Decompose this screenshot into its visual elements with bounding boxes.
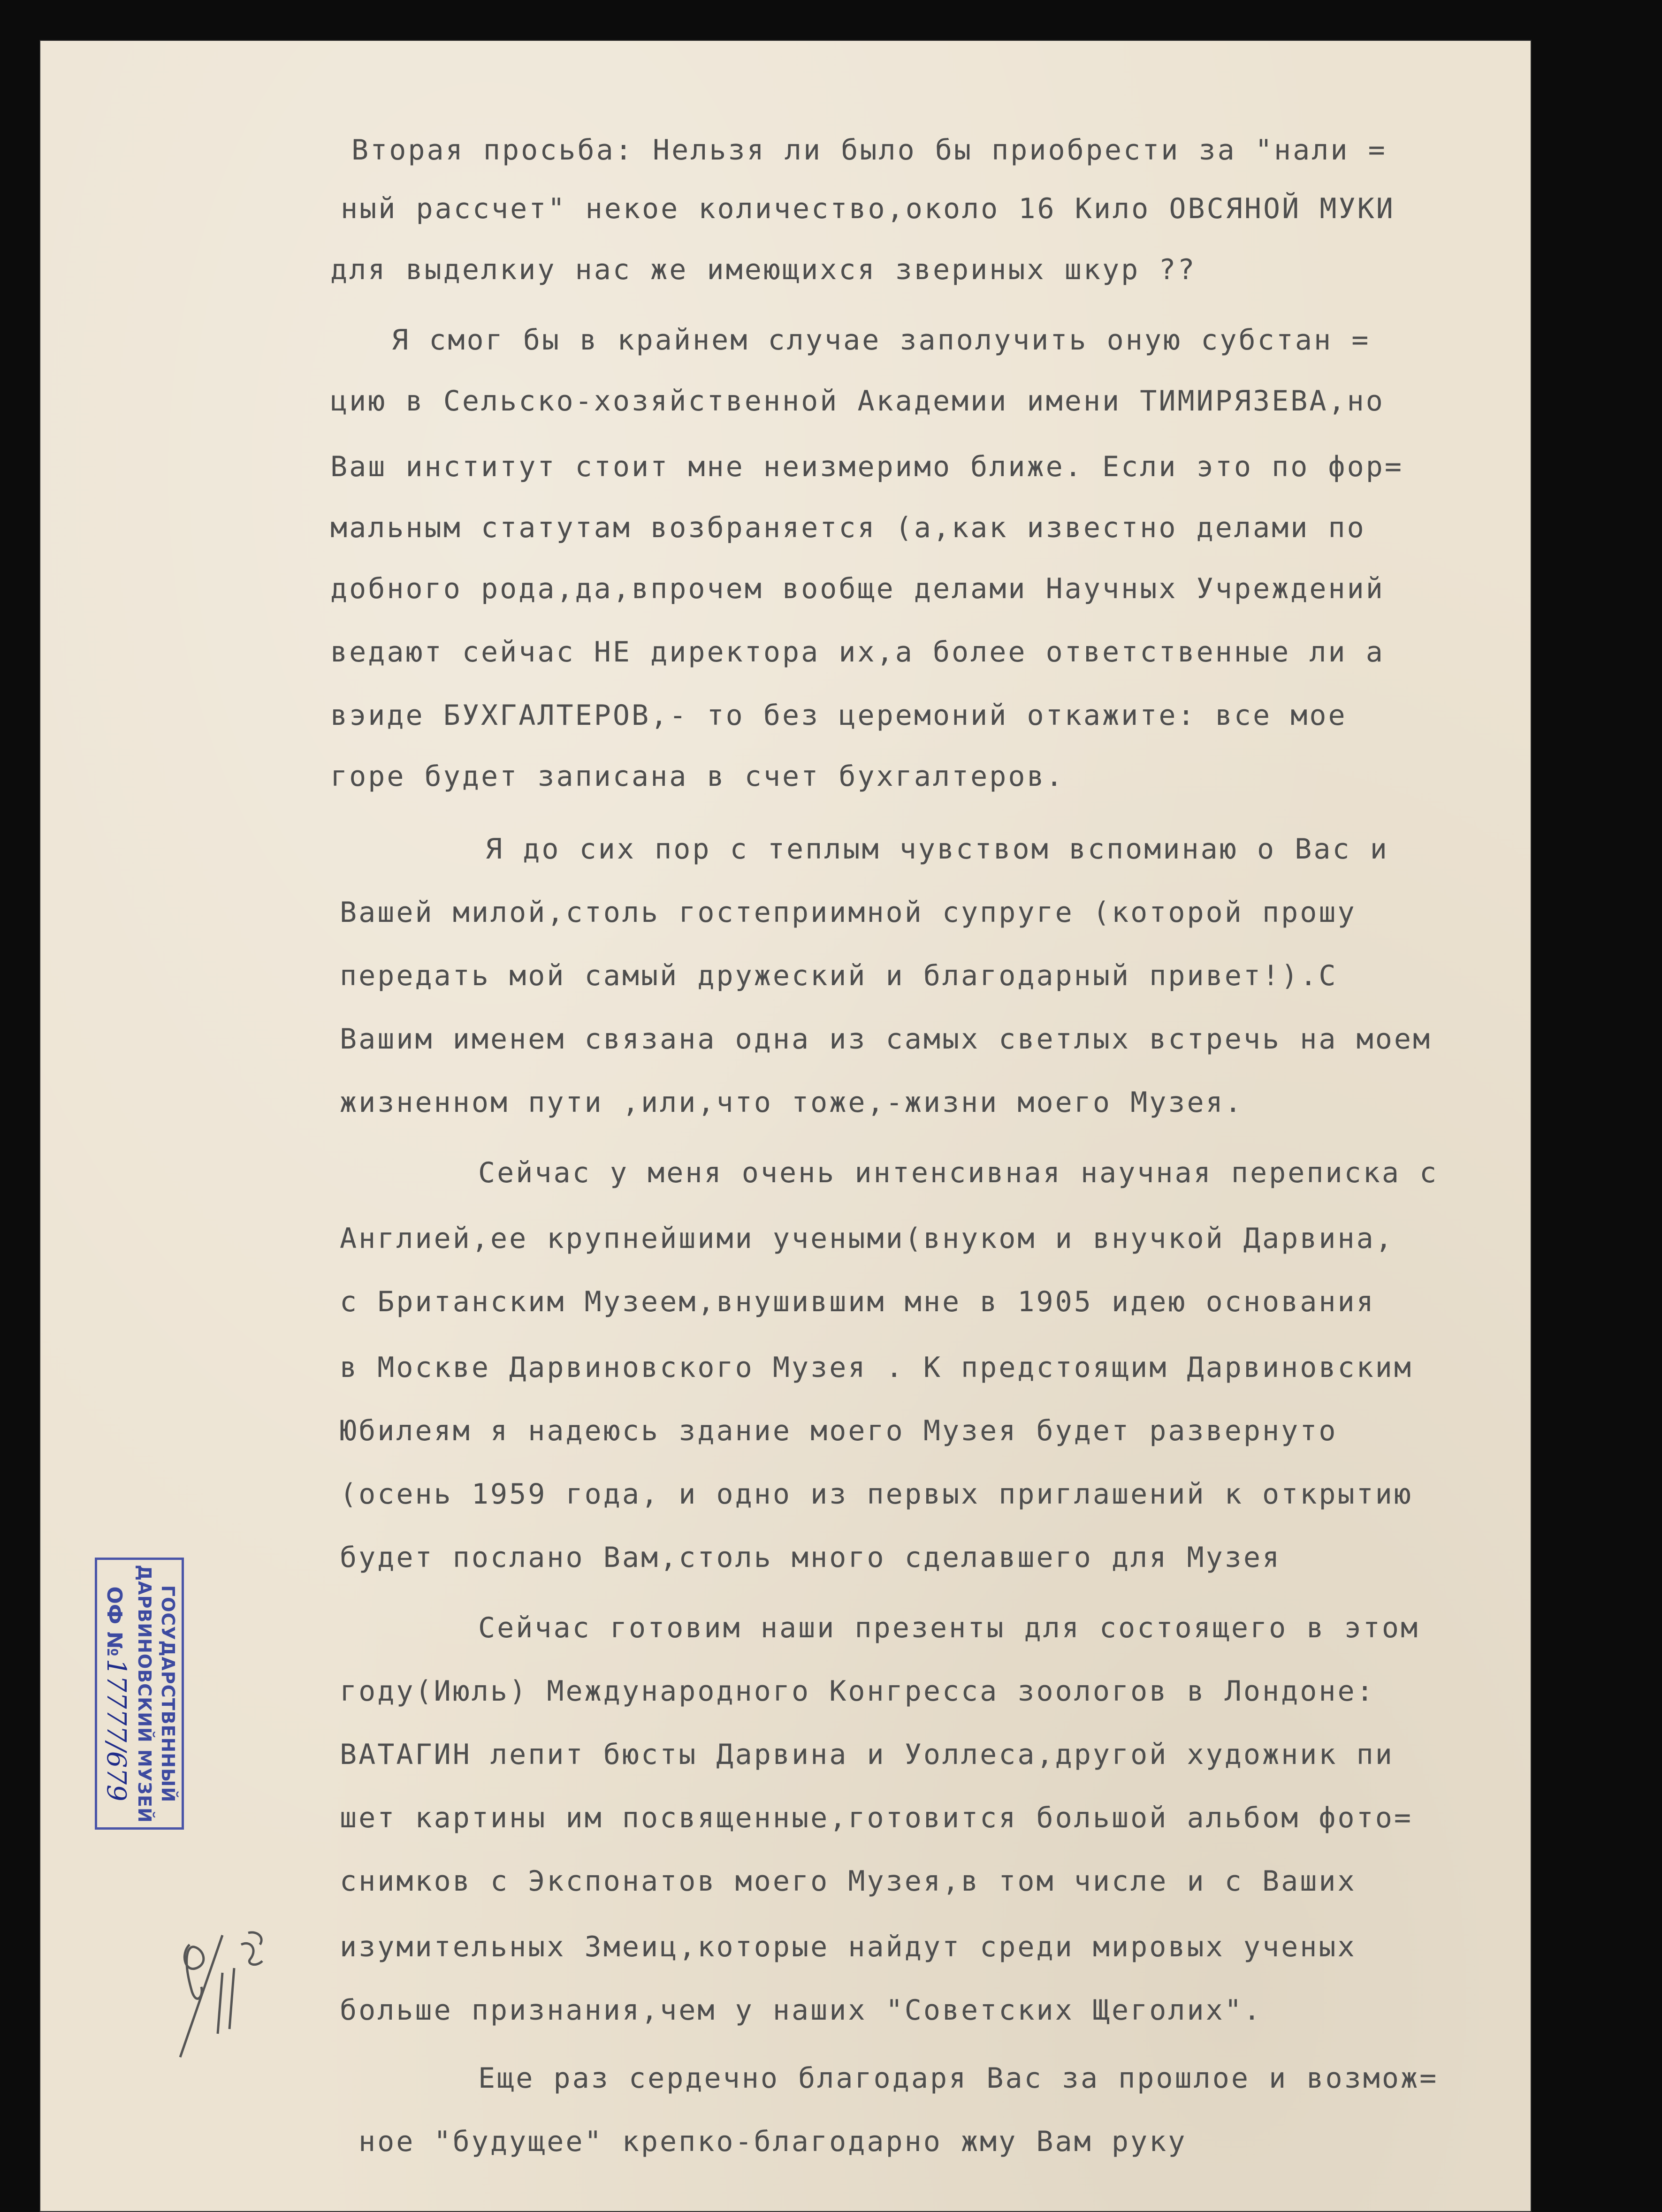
text-line: (осень 1959 года, и одно из первых приглашений к открытию (340, 1478, 1413, 1511)
text-line: передать мой самый дружеский и благодарный привет!).С (340, 959, 1338, 992)
museum-inventory-stamp (95, 1558, 184, 1830)
text-line: будет послано Вам,столь много сделавшего для Музея (340, 1541, 1281, 1574)
text-line: шет картины им посвященные,готовится большой альбом фото= (340, 1802, 1413, 1834)
text-line: для выделкиу нас же имеющихся звериных шкур ?? (330, 253, 1197, 286)
text-line: добного рода,да,впрочем вообще делами Научных Учреждений (330, 572, 1385, 605)
text-line: Вашим именем связана одна из самых светлых встречь на моем (340, 1023, 1432, 1056)
text-line: Я до сих пор с теплым чувством вспоминаю о Вас и (485, 833, 1389, 866)
text-line: цию в Сельско-хозяйственной Академии имени ТИМИРЯЗЕВА,но (330, 385, 1385, 418)
handwritten-date-note (171, 1916, 279, 2076)
stamp-number-row (101, 1586, 131, 1801)
handwritten-date-drawing (171, 1916, 279, 2076)
typed-text-body (39, 40, 1532, 2212)
text-line: горе будет записана в счет бухгалтеров. (330, 760, 1065, 793)
text-line: в Москве Дарвиновского Музея . К предстоящим Дарвиновским (340, 1351, 1413, 1384)
text-line: снимков с Экспонатов моего Музея,в том числе и с Ваших (340, 1865, 1357, 1898)
text-line: вэиде БУХГАЛТЕРОВ,- то без церемоний откажите: все мое (330, 699, 1347, 732)
text-line: Юбилеям я надеюсь здание моего Музея будет развернуто (340, 1414, 1338, 1447)
stamp-line-1: ГОСУДАРСТВЕННЫЙ (157, 1585, 178, 1802)
text-line: мальным статутам возбраняется (а,как известно делами по (330, 511, 1366, 544)
text-line: Сейчас у меня очень интенсивная научная переписка с (478, 1156, 1439, 1189)
text-line: больше признания,чем у наших "Советских Щеголих". (340, 1994, 1263, 2027)
stamp-number-value: 17777/679 (100, 1658, 131, 1802)
text-line: Сейчас готовим наши презенты для состоящего в этом (478, 1611, 1420, 1644)
text-line: году(Июль) Международного Конгресса зоологов в Лондоне: (340, 1675, 1375, 1708)
text-line: Вашей милой,столь гостеприимной супруге (которой прошу (340, 896, 1357, 929)
text-line: Я смог бы в крайнем случае заполучить оную субстан = (391, 324, 1371, 357)
text-line: Вторая просьба: Нельзя ли было бы приобрести за "нали = (351, 134, 1387, 167)
text-line: Ваш институт стоит мне неизмеримо ближе. Если это по фор= (330, 450, 1404, 483)
text-line: ведают сейчас НЕ директора их,а более ответственные ли а (330, 636, 1385, 669)
text-line: ное "будущее" крепко-благодарно жму Вам руку (358, 2125, 1187, 2158)
text-line: ВАТАГИН лепит бюсты Дарвина и Уоллеса,другой художник пи (340, 1738, 1394, 1771)
text-line: изумительных Змеиц,которые найдут среди мировых ученых (340, 1931, 1357, 1963)
text-line: ный рассчет" некое количество,около 16 Кило ОВСЯНОЙ МУКИ (341, 192, 1395, 225)
stamp-number-label: ОФ № (102, 1586, 126, 1657)
text-line: с Британским Музеем,внушившим мне в 1905 идею основания (340, 1285, 1375, 1318)
stamp-line-2: ДАРВИНОВСКИЙ МУЗЕЙ (134, 1564, 155, 1823)
text-line: жизненном пути ,или,что тоже,-жизни моего Музея. (340, 1086, 1243, 1119)
document-page (39, 40, 1532, 2212)
text-line: Еще раз сердечно благодаря Вас за прошлое и возмож= (478, 2062, 1439, 2095)
text-line: Англией,ее крупнейшими учеными(внуком и внучкой Дарвина, (340, 1222, 1394, 1255)
